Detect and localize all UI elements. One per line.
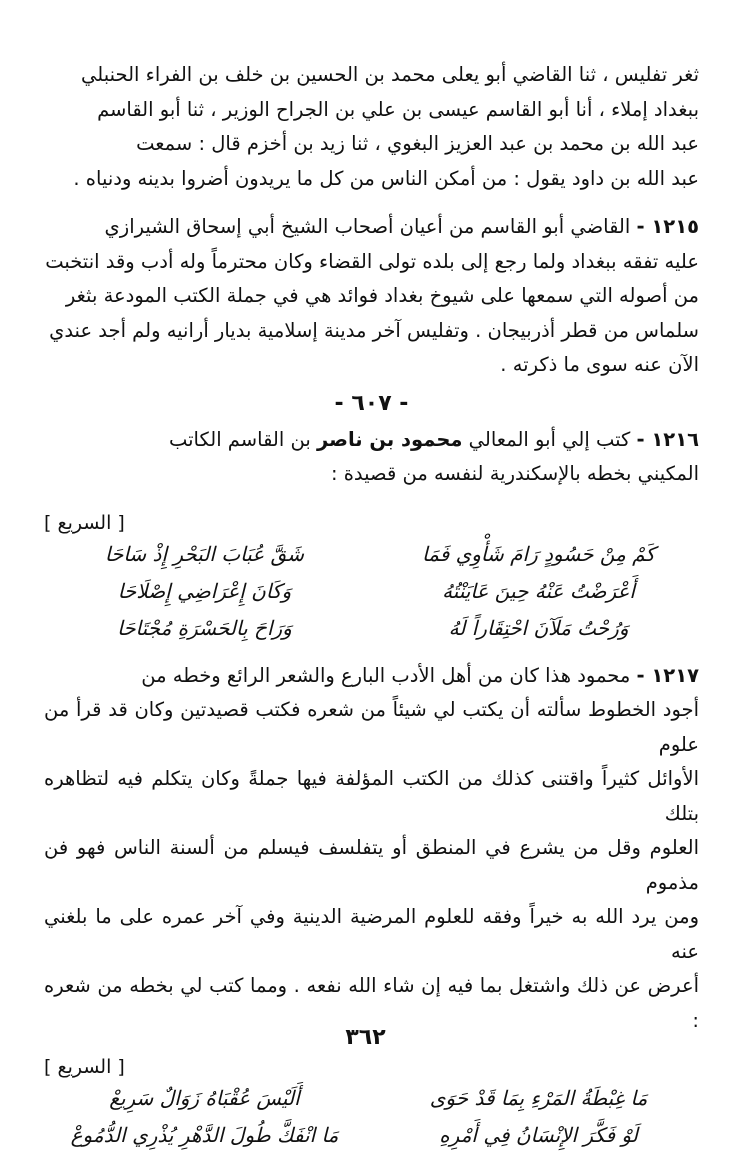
text-line: عليه تفقه ببغداد ولما رجع إلى بلده تولى القضاء وكان محترماً وله أدب وقد انتخبت xyxy=(44,245,699,280)
entry-1217 xyxy=(44,659,699,1154)
text-span: محمود هذا كان من أهل الأدب البارع والشعر الرائع وخطه من xyxy=(141,664,630,687)
poetic-meter-label: [ السريع ] xyxy=(44,1054,699,1080)
first-hemistich: كَمْ مِنْ حَسُودٍ رَامَ شَأْوِي فَمَا xyxy=(378,536,699,573)
text-span: كتب إلي أبو المعالي xyxy=(469,428,631,451)
text-line: ببغداد إملاء ، أنا أبو القاسم عيسى بن علي بن الجراح الوزير ، ثنا أبو القاسم xyxy=(44,93,699,128)
verse xyxy=(44,610,699,647)
text-line: سلماس من قطر أذربيجان . وتفليس آخر مدينة إسلامية بديار أرانيه ولم أجد عندي xyxy=(44,314,699,349)
entry-1214 xyxy=(44,58,699,196)
text-span: بن القاسم الكاتب xyxy=(169,428,311,451)
book-page xyxy=(44,58,699,1154)
entry-number: ١٢١٧ - xyxy=(637,664,700,687)
poem xyxy=(44,536,699,647)
section-number: - ٦٠٧ - xyxy=(44,387,699,421)
second-hemistich: مَا انْفَكَّ طُولَ الدَّهْرِ يُذْرِي الدُّمُوعْ xyxy=(44,1117,365,1154)
poetic-meter-label: [ السريع ] xyxy=(44,510,699,536)
text-line: المكيني بخطه بالإسكندرية لنفسه من قصيدة : xyxy=(44,457,699,492)
text-line: العلوم وقل من يشرع في المنطق أو يتفلسف فيسلم من ألسنة الناس فهو فن مذموم xyxy=(44,831,699,900)
text-line xyxy=(44,210,699,245)
entry-number: ١٢١٦ - xyxy=(637,428,700,451)
person-name: محمود بن ناصر xyxy=(317,428,463,451)
second-hemistich: وَرَاحَ بِالحَسْرَةِ مُجْتَاحَا xyxy=(44,610,365,647)
text-line: الآن عنه سوى ما ذكرته . xyxy=(44,348,699,383)
first-hemistich: أَعْرَضْتُ عَنْهُ حِينَ عَايَنْتُهُ xyxy=(378,573,699,610)
verse xyxy=(44,1117,699,1154)
text-line: من أصوله التي سمعها على شيوخ بغداد فوائد هي في جملة الكتب المودعة بثغر xyxy=(44,279,699,314)
first-hemistich: وَرُحْتُ مَلَآنَ احْتِقَاراً لَهُ xyxy=(378,610,699,647)
verse xyxy=(44,1080,699,1117)
second-hemistich: وَكَانَ إِعْرَاضِي إِصْلَاحَا xyxy=(44,573,365,610)
text-span: القاضي أبو القاسم من أعيان أصحاب الشيخ أبي إسحاق الشيرازي xyxy=(105,215,631,238)
poem xyxy=(44,1080,699,1154)
entry-number: ١٢١٥ - xyxy=(637,215,700,238)
first-hemistich: لَوْ فَكَّرَ الإِنْسَانُ فِي أَمْرِهِ xyxy=(378,1117,699,1154)
page-number: ٣٦٢ xyxy=(0,1025,731,1050)
verse xyxy=(44,573,699,610)
first-hemistich: مَا غِبْطَةُ المَرْءِ بِمَا قَدْ حَوَى xyxy=(378,1080,699,1117)
second-hemistich: شَقَّ عُبَابَ البَحْرِ إِذْ سَاحَا xyxy=(44,536,365,573)
text-line xyxy=(44,659,699,694)
text-line xyxy=(44,423,699,458)
text-line: عبد الله بن محمد بن عبد العزيز البغوي ، ثنا زيد بن أخزم قال : سمعت xyxy=(44,127,699,162)
text-line: ثغر تفليس ، ثنا القاضي أبو يعلى محمد بن الحسين بن خلف بن الفراء الحنبلي xyxy=(44,58,699,93)
second-hemistich: أَلَيْسَ عُقْبَاهُ زَوَالٌ سَرِيعْ xyxy=(44,1080,365,1117)
text-line: عبد الله بن داود يقول : من أمكن الناس من كل ما يريدون أضروا بدينه ودنياه . xyxy=(44,162,699,197)
verse xyxy=(44,536,699,573)
text-line: أعرض عن ذلك واشتغل بما فيه إن شاء الله نفعه . ومما كتب لي بخطه من شعره : xyxy=(44,969,699,1038)
text-line: الأوائل كثيراً واقتنى كذلك من الكتب المؤلفة فيها جملةً وكان يتكلم فيه لتظاهره بتلك xyxy=(44,762,699,831)
entry-1216 xyxy=(44,423,699,647)
entry-1215 xyxy=(44,210,699,383)
text-line: ومن يرد الله به خيراً وفقه للعلوم المرضية الدينية وفي آخر عمره على ما بلغني عنه xyxy=(44,900,699,969)
text-line: أجود الخطوط سألته أن يكتب لي شيئاً من شعره فكتب قصيدتين وكان قد قرأ من علوم xyxy=(44,693,699,762)
